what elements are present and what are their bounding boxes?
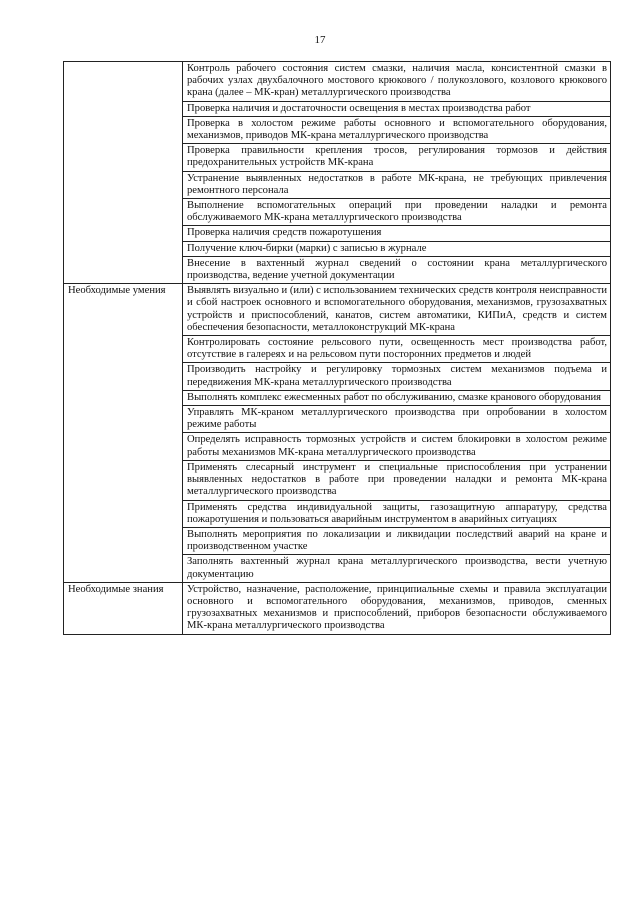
row-text: Проверка наличия средств пожаротушения — [183, 226, 611, 241]
page-number: 17 — [314, 34, 326, 46]
row-text: Выполнять мероприятия по локализации и ликвидации последствий аварий на кране и производственном участке — [183, 527, 611, 554]
row-text: Внесение в вахтенный журнал сведений о состоянии крана металлургического производства, ведение учетной документации — [183, 256, 611, 283]
row-text: Применять средства индивидуальной защиты, газозащитную аппаратуру, средства пожаротушения и пользоваться аварийным инструментом в аварийных ситуациях — [183, 500, 611, 527]
table-row — [64, 62, 611, 102]
row-text: Устройство, назначение, расположение, принципиальные схемы и правила эксплуатации основного и вспомогательного оборудования, механизмов, приводов, сменных грузозахватных механизмов и приспособлений, приборов безопасности обслуживаемого МК-крана металлургического производства — [183, 582, 611, 634]
competency-table — [63, 61, 611, 635]
table-row — [64, 284, 611, 336]
row-label: Необходимые знания — [64, 582, 183, 634]
row-text: Проверка наличия и достаточности освещения в местах производства работ — [183, 101, 611, 116]
row-text: Получение ключ-бирки (марки) с записью в журнале — [183, 241, 611, 256]
row-text: Производить настройку и регулировку тормозных систем механизмов подъема и передвижения МК-крана металлургического производства — [183, 363, 611, 390]
row-text: Проверка правильности крепления тросов, регулирования тормозов и действия предохранительных устройств МК-крана — [183, 144, 611, 171]
table-row — [64, 582, 611, 634]
row-text: Устранение выявленных недостатков в работе МК-крана, не требующих привлечения ремонтного персонала — [183, 171, 611, 198]
row-text: Выполнять комплекс ежесменных работ по обслуживанию, смазке кранового оборудования — [183, 390, 611, 405]
row-text: Управлять МК-краном металлургического производства при опробовании в холостом режиме работы — [183, 406, 611, 433]
row-label: Необходимые умения — [64, 284, 183, 582]
row-text: Контроль рабочего состояния систем смазки, наличия масла, консистентной смазки в рабочих узлах двухбалочного мостового крюкового / полукозлового, козлового крюкового крана (далее – МК-кран) металлургического производства — [183, 62, 611, 102]
row-text: Применять слесарный инструмент и специальные приспособления при устранении выявленных недостатков в работе при проведении наладки и ремонта МК-крана металлургического производства — [183, 460, 611, 500]
row-text: Контролировать состояние рельсового пути, освещенность мест производства работ, отсутствие в галереях и на рельсовом пути посторонних предметов и людей — [183, 336, 611, 363]
row-text: Выявлять визуально и (или) с использованием технических средств контроля неисправности и сбой настроек основного и вспомогательного оборудования, механизмов, грузозахватных устройств и приспособлений, канатов, систем автоматики, КИПиА, средств и систем обеспечения безопасности, металлоконструкций МК-крана — [183, 284, 611, 336]
row-label — [64, 62, 183, 284]
row-text: Заполнять вахтенный журнал крана металлургического производства, вести учетную документацию — [183, 555, 611, 582]
row-text: Проверка в холостом режиме работы основного и вспомогательного оборудования, механизмов, приводов МК-крана металлургического производства — [183, 116, 611, 143]
row-text: Выполнение вспомогательных операций при проведении наладки и ремонта обслуживаемого МК-крана металлургического производства — [183, 199, 611, 226]
row-text: Определять исправность тормозных устройств и систем блокировки в холостом режиме работы механизмов МК-крана металлургического производства — [183, 433, 611, 460]
